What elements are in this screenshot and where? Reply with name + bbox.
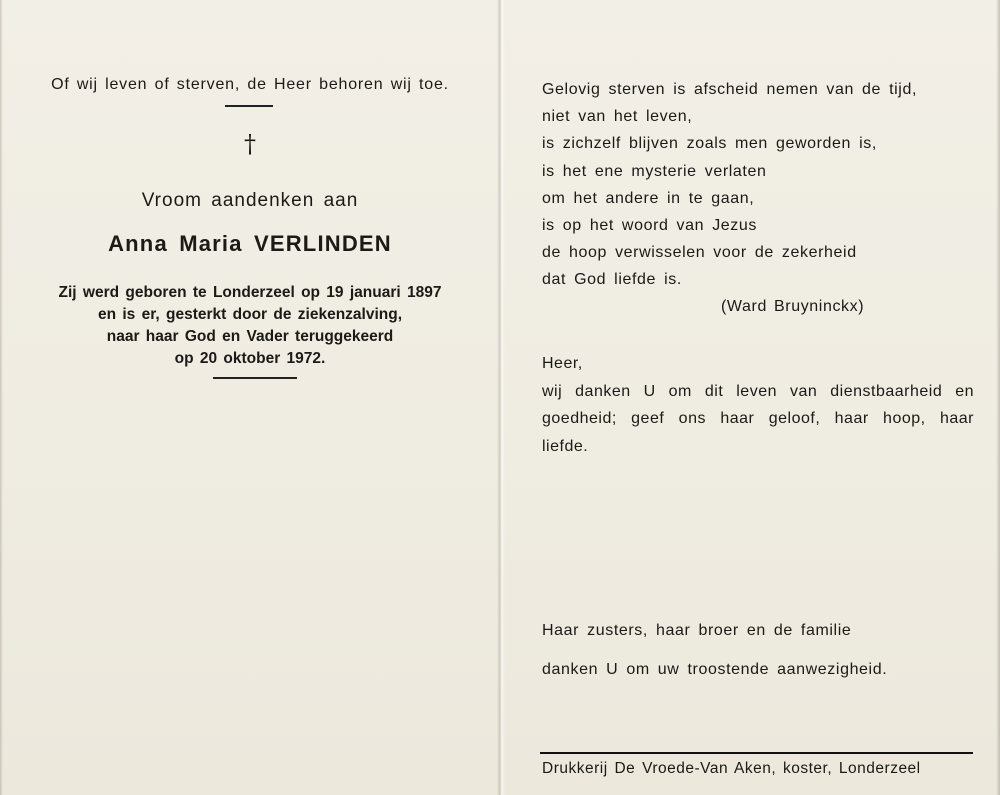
- bio-line: op 20 oktober 1972.: [174, 350, 326, 367]
- bio-line: Zij werd geboren te Londerzeel op 19 januari 1897: [58, 284, 442, 301]
- poem-line: is het ene mysterie verlaten: [542, 162, 767, 180]
- deceased-name: Anna Maria VERLINDEN: [108, 231, 392, 256]
- cross-icon: †: [244, 130, 256, 158]
- card-right-edge: [996, 0, 1000, 795]
- prayer-body: wij danken U om dit leven van dienstbaarheid en goedheid; geef ons haar geloof, haar hoop, haar liefde.: [542, 382, 974, 455]
- bio-line: naar haar God en Vader teruggekeerd: [106, 328, 394, 345]
- poem-line: is zichzelf blijven zoals men geworden is,: [542, 135, 877, 153]
- prayer: [542, 350, 974, 460]
- family-line-1: Haar zusters, haar broer en de familie: [542, 622, 852, 639]
- poem-line: niet van het leven,: [542, 108, 693, 126]
- bio-line: en is er, gesterkt door de ziekenzalving,: [97, 306, 403, 323]
- poem-line: dat God liefde is.: [542, 271, 682, 289]
- family-line-2: danken U om uw troostende aanwezigheid.: [542, 661, 888, 678]
- divider-bottom: [213, 377, 297, 379]
- poem-line: de hoop verwisselen voor de zekerheid: [542, 244, 857, 262]
- poem-line: om het andere in te gaan,: [542, 189, 755, 207]
- prayer-heading: Heer,: [542, 355, 583, 372]
- poem: [542, 76, 917, 294]
- divider-top: [225, 105, 273, 107]
- printer-divider: [540, 752, 973, 754]
- motto: Of wij leven of sterven, de Heer behoren wij toe.: [51, 76, 449, 93]
- printer-credit: Drukkerij De Vroede-Van Aken, koster, Londerzeel: [542, 760, 921, 777]
- poem-author: (Ward Bruyninckx): [721, 298, 865, 315]
- biography: [0, 282, 500, 370]
- poem-line: is op het woord van Jezus: [542, 217, 757, 235]
- memory-heading: Vroom aandenken aan: [141, 190, 359, 211]
- poem-line: Gelovig sterven is afscheid nemen van de tijd,: [542, 81, 917, 98]
